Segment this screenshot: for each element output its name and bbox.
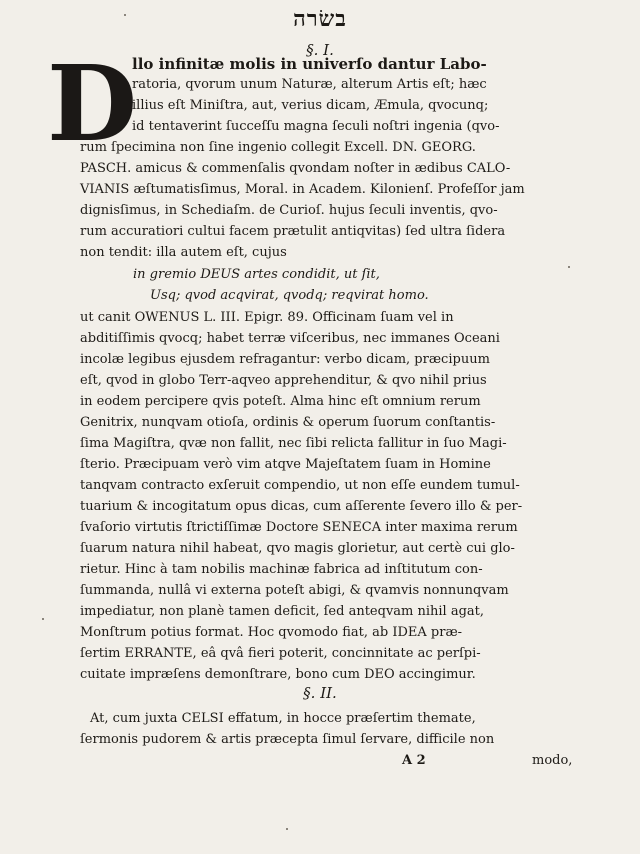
text-line: ſuarum natura nihil habeat, qvo magis glorietur, aut certè cui glo- [80,541,515,556]
verse-line: Usq; qvod acqvirat, qvodq; reqvirat homo. [150,288,429,303]
catchword: modo, [532,753,573,768]
text-line: incolæ legibus ejusdem refragantur: verbo dicam, præcipuum [80,352,490,367]
paper-speck [42,618,44,620]
text-line: PASCH. amicus & commenſalis qvondam noſter in ædibus CALO- [80,161,511,176]
hebrew-header: בשׂרה [293,6,347,32]
text-line: llo infinitæ molis in univerſo dantur Labo- [132,55,487,73]
text-line: ſvaſorio virtutis ſtrictiſſimæ Doctore SENECA inter maxima rerum [80,520,518,535]
text-line: rum ſpecimina non ſine ingenio collegit Excell. DN. GEORG. [80,140,476,155]
text-line: tuarium & incogitatum opus dicas, cum aſſerente ſevero illo & per- [80,499,523,514]
section-heading-2: §. II. [303,684,337,702]
drop-cap-initial: D [47,42,138,165]
text-line: non tendit: illa autem eſt, cujus [80,245,287,260]
text-line: VIANIS æſtumatisſimus, Moral. in Academ. Kilonienſ. Profeſſor jam [80,182,525,197]
text-line: rum accuratiori cultui facem prætulit antiqvitas) ſed ultra ſidera [80,224,506,239]
text-line: ratoria, qvorum unum Naturæ, alterum Artis eſt; hæc [132,77,487,92]
text-line: tanqvam contracto exſeruit compendio, ut non eſſe eundem tumul- [80,478,520,493]
paper-speck [286,828,288,830]
text-line: At, cum juxta CELSI effatum, in hocce præſertim themate, [90,711,476,726]
text-line: Monſtrum potius format. Hoc qvomodo fiat, ab IDEA præ- [80,625,463,640]
paper-speck [124,14,126,16]
text-line: cuitate impræſens demonſtrare, bono cum DEO accingimur. [80,667,476,682]
text-line: rietur. Hinc à tam nobilis machinæ fabrica ad inſtitutum con- [80,562,483,577]
signature-mark: A 2 [402,753,426,768]
text-line: abditiſſimis qvocq; habet terræ viſceribus, nec immanes Oceani [80,331,500,346]
text-line: ſterio. Præcipuam verò vim atqve Majeſtatem ſuam in Homine [80,457,491,472]
text-line: ut canit OWENUS L. III. Epigr. 89. Officinam ſuam vel in [80,310,454,325]
paper-speck [568,266,570,268]
text-line: illius eſt Miniſtra, aut, verius dicam, Æmula, qvocunq; [132,98,489,113]
section-heading-1: §. I. [306,41,334,59]
verse-line: in gremio DEUS artes condidit, ut ſit, [133,267,380,282]
text-line: ſertim ERRANTE, eâ qvâ fieri poterit, concinnitate ac perſpi- [80,646,481,661]
text-line: id tentaverint ſucceſſu magna ſeculi noſtri ingenia (qvo- [132,119,500,134]
text-line: Genitrix, nunqvam otioſa, ordinis & operum ſuorum conſtantis- [80,415,496,430]
text-line: in eodem percipere qvis poteſt. Alma hinc eſt omnium rerum [80,394,481,409]
text-line: eſt, qvod in globo Terr-aqveo apprehenditur, & qvo nihil prius [80,373,487,388]
text-line: ſummanda, nullâ vi externa poteſt abigi, & qvamvis nonnunqvam [80,583,509,598]
text-line: ſermonis pudorem & artis præcepta ſimul ſervare, difficile non [80,732,495,747]
text-line: impediatur, non planè tamen deficit, ſed anteqvam nihil agat, [80,604,485,619]
text-line: ſima Magiſtra, qvæ non fallit, nec ſibi relicta fallitur in ſuo Magi- [80,436,507,451]
text-line: dignisſimus, in Schediaſm. de Curioſ. hujus ſeculi inventis, qvo- [80,203,498,218]
